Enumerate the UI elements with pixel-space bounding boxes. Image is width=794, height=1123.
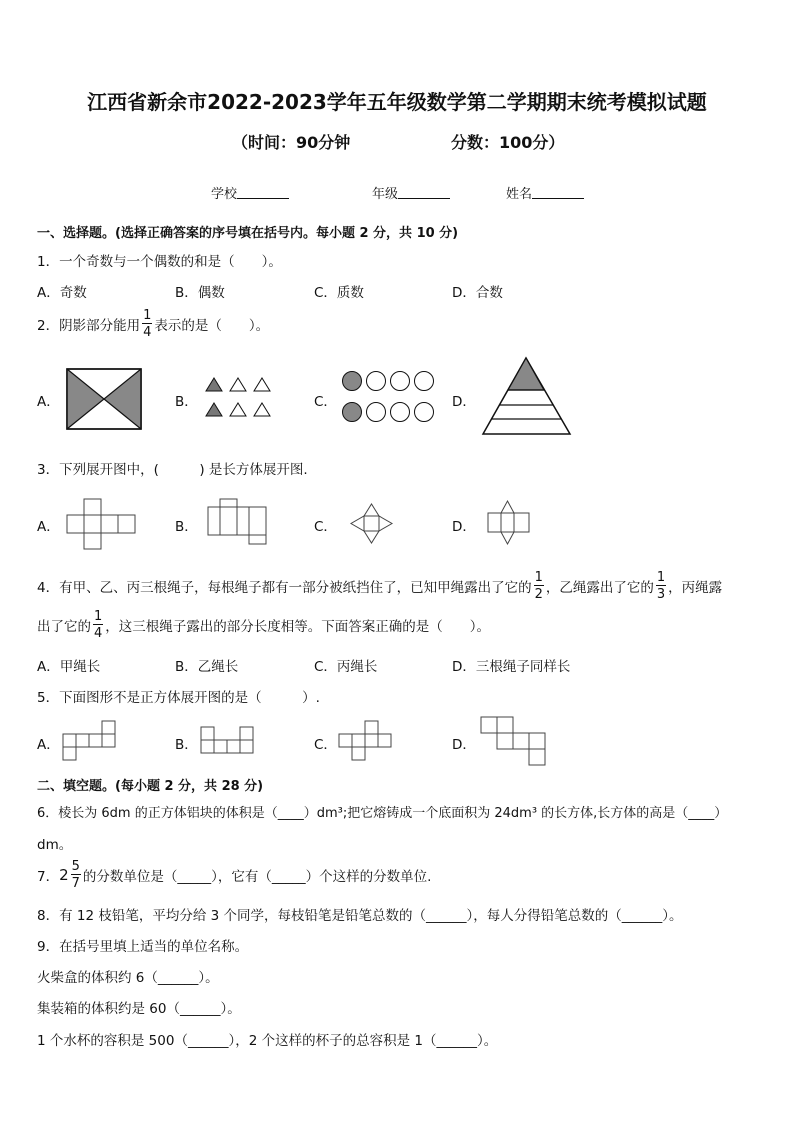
q7-whole: 2 xyxy=(59,866,69,884)
q9-c: 1 个水杯的容积是 500（______），2 个这样的杯子的总容积是 1（______）。 xyxy=(37,1033,498,1049)
name-label: 姓名 xyxy=(506,187,533,202)
q1-option-d[interactable]: D．合数 xyxy=(452,285,503,301)
q3-figure-b xyxy=(207,498,267,546)
q3-option-a[interactable]: A． xyxy=(37,519,60,535)
school-field[interactable] xyxy=(211,183,289,202)
school-blank[interactable] xyxy=(237,186,289,199)
score-info: 分数：100分） xyxy=(451,133,565,152)
q4-fraction-2: $\frac{1}{3}$ xyxy=(656,570,666,602)
q2-figure-a xyxy=(66,368,142,430)
q4-option-a[interactable]: A．甲绳长 xyxy=(37,659,101,675)
q5-figure-a xyxy=(62,720,118,764)
q5-text: 5．下面图形不是正方体展开图的是（ ）. xyxy=(37,690,320,706)
grade-label: 年级 xyxy=(372,187,399,202)
q2-fraction: $\frac{1}{4}$ xyxy=(143,308,152,340)
q3-option-c[interactable]: C． xyxy=(314,519,337,535)
q1-option-a[interactable]: A．奇数 xyxy=(37,285,87,301)
q2-pre: 2．阴影部分能用 xyxy=(37,318,141,334)
q4-option-d[interactable]: D．三根绳子同样长 xyxy=(452,659,571,675)
q2-option-c[interactable]: C． xyxy=(314,394,337,410)
q3-figure-c xyxy=(350,503,394,545)
q2-figure-c xyxy=(341,370,437,424)
q7-text: 7．2 $\frac{5}{7}$ 的分数单位是（_____），它有（_____）个这样的分数单位. xyxy=(37,859,432,891)
q5-option-b[interactable]: B． xyxy=(175,737,198,753)
q2-option-d[interactable]: D． xyxy=(452,394,476,410)
q5-option-a[interactable]: A． xyxy=(37,737,60,753)
q6-line2: dm。 xyxy=(37,837,73,853)
q4-option-c[interactable]: C．丙绳长 xyxy=(314,659,378,675)
q3-figure-a xyxy=(66,498,138,550)
q4-fraction-1: $\frac{1}{2}$ xyxy=(534,570,543,602)
q5-figure-c xyxy=(338,720,394,764)
name-field[interactable] xyxy=(506,183,584,202)
q4-line1: 4．有甲、乙、丙三根绳子，每根绳子都有一部分被纸挡住了，已知甲绳露出了它的 $\frac{1}{2}$ ，乙绳露出了它的 $\frac{1}{3}$ ，丙绳露 xyxy=(37,570,723,602)
q4-line2: 出了它的 $\frac{1}{4}$ ，这三根绳子露出的部分长度相等。下面答案正确的是（ ）。 xyxy=(37,609,491,641)
q2-figure-b xyxy=(205,377,271,419)
q9-text: 9．在括号里填上适当的单位名称。 xyxy=(37,939,249,955)
q5-figure-b xyxy=(200,726,256,756)
q5-figure-d xyxy=(480,716,548,768)
q2-text xyxy=(37,309,269,339)
q5-option-d[interactable]: D． xyxy=(452,737,476,753)
section2-heading: 二、填空题。(每小题 2 分，共 28 分) xyxy=(37,779,264,794)
q5-option-c[interactable]: C． xyxy=(314,737,337,753)
q4-fraction-3: $\frac{1}{4}$ xyxy=(94,609,103,641)
q2-option-a[interactable]: A． xyxy=(37,394,60,410)
grade-blank[interactable] xyxy=(398,186,450,199)
q1-option-b[interactable]: B．偶数 xyxy=(175,285,225,301)
section1-heading: 一、选择题。(选择正确答案的序号填在括号内。每小题 2 分，共 10 分) xyxy=(37,226,459,241)
q1-text: 1．一个奇数与一个偶数的和是（ ）。 xyxy=(37,254,282,270)
q6-line1: 6．棱长为 6dm 的正方体铝块的体积是（____）dm³;把它熔铸成一个底面积为 24dm³ 的长方体,长方体的高是（____） xyxy=(37,806,728,821)
q3-figure-d xyxy=(487,500,531,546)
q3-text: 3．下列展开图中，( ) 是长方体展开图. xyxy=(37,462,308,478)
q3-option-d[interactable]: D． xyxy=(452,519,476,535)
page-title: 江西省新余市2022-2023学年五年级数学第二学期期末统考模拟试题 xyxy=(87,90,707,114)
q4-option-b[interactable]: B．乙绳长 xyxy=(175,659,239,675)
q2-post: 表示的是（ ）。 xyxy=(154,318,270,334)
grade-field[interactable] xyxy=(372,183,450,202)
school-label: 学校 xyxy=(211,187,238,202)
q9-b: 集装箱的体积约是 60（______）。 xyxy=(37,1001,241,1017)
q8-text: 8．有 12 枝铅笔，平均分给 3 个同学，每枝铅笔是铅笔总数的（______），每人分得铅笔总数的（______）。 xyxy=(37,908,683,924)
q3-option-b[interactable]: B． xyxy=(175,519,198,535)
q2-option-b[interactable]: B． xyxy=(175,394,198,410)
q7-fraction: $\frac{5}{7}$ xyxy=(71,859,80,891)
time-info: （时间：90分钟 xyxy=(232,133,351,152)
q1-option-c[interactable]: C．质数 xyxy=(314,285,364,301)
q9-a: 火柴盒的体积约 6（______）。 xyxy=(37,970,219,986)
q2-figure-d xyxy=(482,357,572,437)
name-blank[interactable] xyxy=(532,186,584,199)
